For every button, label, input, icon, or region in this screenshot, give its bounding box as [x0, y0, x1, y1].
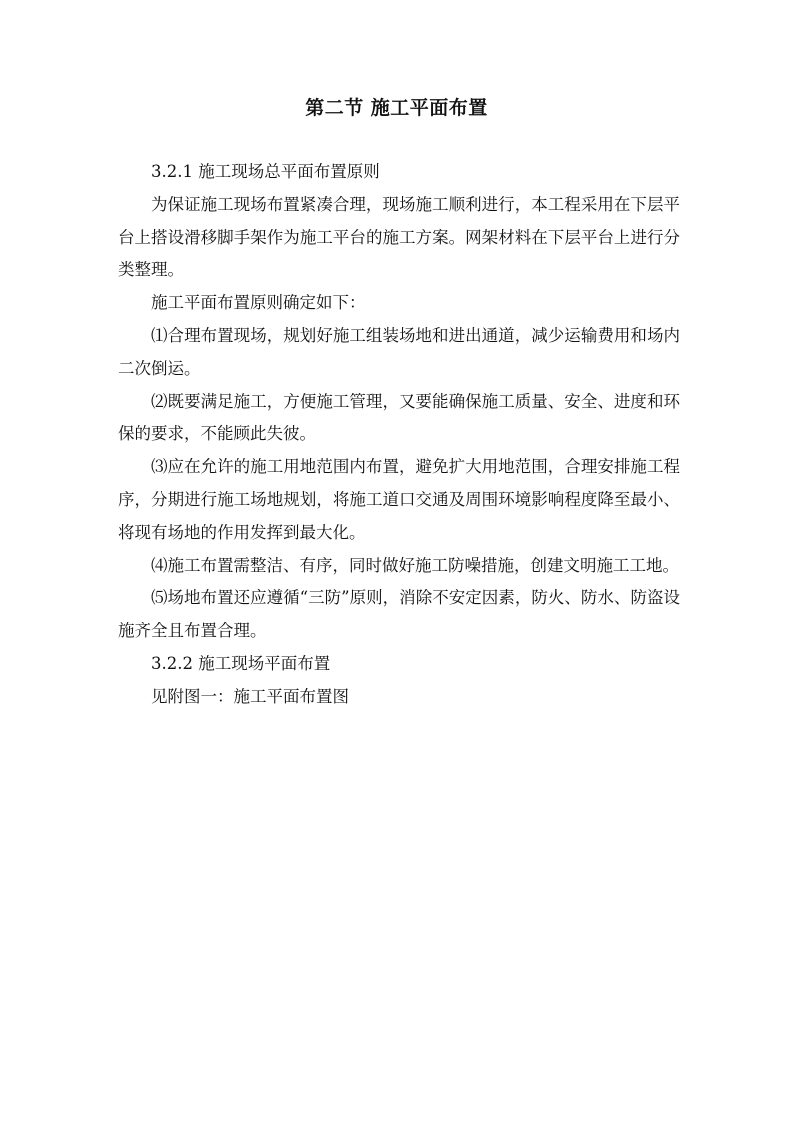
principle-item-3: ⑶应在允许的施工用地范围内布置，避免扩大用地范围，合理安排施工程序，分期进行施工场地规划，将施工道口交通及周围环境影响程度降至最小、将现有场地的作用发挥到最大化。 [118, 457, 680, 542]
intro-paragraph: 为保证施工现场布置紧凑合理，现场施工顺利进行，本工程采用在下层平台上搭设滑移脚手架作为施工平台的施工方案。网架材料在下层平台上进行分类整理。 [118, 194, 680, 280]
principles-lead: 施工平面布置原则确定如下： [151, 293, 366, 313]
principle-item-1: ⑴合理布置现场，规划好施工组装场地和进出通道，减少运输费用和场内二次倒运。 [118, 325, 680, 378]
principle-item-2: ⑵既要满足施工，方便施工管理，又要能确保施工质量、安全、进度和环保的要求，不能顾此失彼。 [118, 391, 680, 444]
attachment-note: 见附图一：施工平面布置图 [151, 686, 349, 706]
section-title: 第二节 施工平面布置 [305, 97, 488, 119]
section-heading-3-2-1: 3.2.1 施工现场总平面布置原则 [151, 162, 380, 181]
document-body [118, 156, 680, 714]
section-heading-3-2-2: 3.2.2 施工现场平面布置 [151, 653, 331, 673]
principle-item-4: ⑷施工布置需整洁、有序，同时做好施工防噪措施，创建文明施工工地。 [151, 555, 679, 575]
principle-item-5: ⑸场地布置还应遵循“三防”原则，消除不安定因素，防火、防水、防盗设施齐全且布置合理。 [118, 588, 680, 641]
